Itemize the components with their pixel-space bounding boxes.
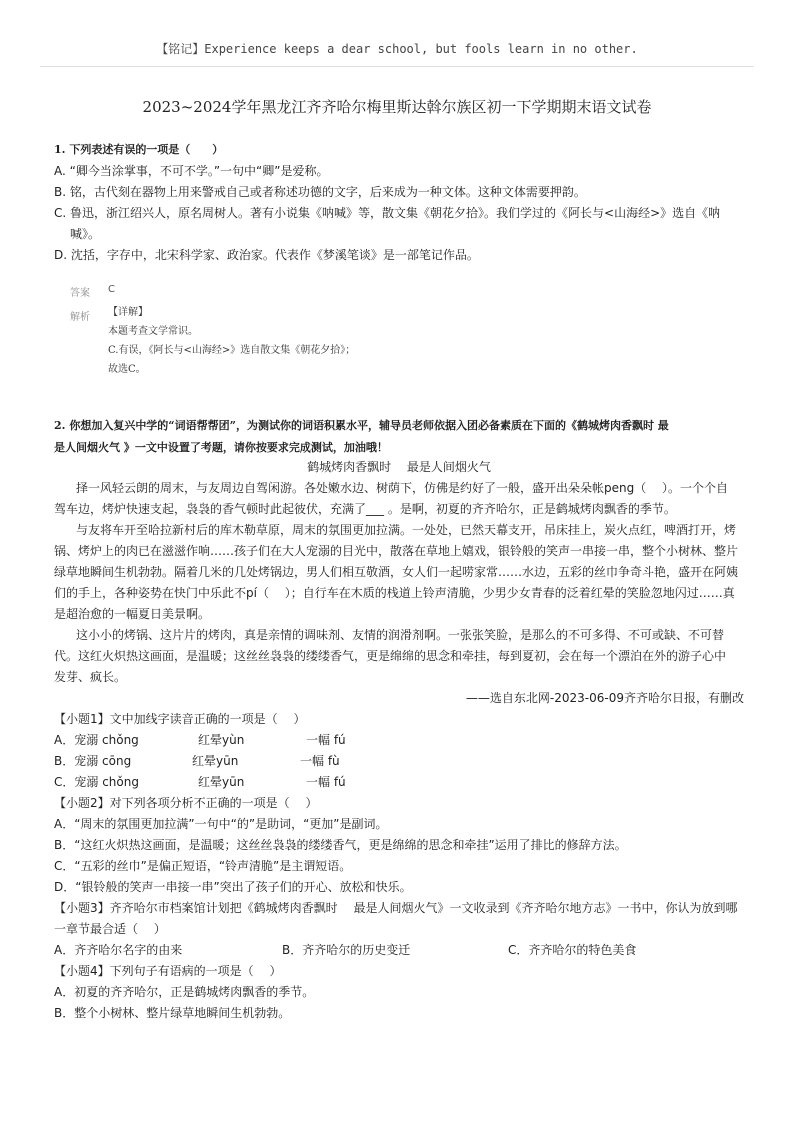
article-line: 绿草地瞬间生机勃勃。隔着几米的几处烤锅边，男人们相互敬酒，女人们一起唠家常……水边，五彩的丝巾争奇斗艳，盛开在阿姨 [54,565,739,579]
sub2-option-d: D．“银铃般的笑声一串接一串”突出了孩子们的开心、放松和快乐。 [54,880,412,894]
explain-line: 故选C。 [108,364,146,375]
sub4-option-b: B．整个小树林、整片绿草地瞬间生机勃勃。 [54,1006,291,1020]
article-line: 锅、烤炉上的肉已在滋滋作响……孩子们在大人宠溺的目光中，散落在草地上嬉戏，银铃般的笑声一串接一串，整个小树林、整片 [54,544,739,558]
sub1-stem: 【小题1】文中加线字读音正确的一项是（ ） [54,712,306,726]
sub2-option-c: C．“五彩的丝巾”是偏正短语，“铃声清脆”是主谓短语。 [54,859,352,873]
article-line: 这小小的烤锅、这片片的烤肉，真是亲情的调味剂、友情的润滑剂啊。一张张笑脸，是那么的不可多得、不可或缺、不可替 [76,628,725,642]
sub1-option-a-2: 红晕yùn [198,733,245,747]
sub2-stem: 【小题2】对下列各项分析不正确的一项是（ ） [54,796,318,810]
explain-line: 本题考查文学常识。 [108,326,198,337]
article-title: 鹤城烤肉香飘时 最是人间烟火气 [307,460,491,474]
sub2-option-a: A．“周末的氛围更加拉满”一句中“的”是助词，“更加”是副词。 [54,817,388,831]
sub1-option-a-1: A．宠溺 chǒng [54,733,139,747]
q2-stem-line1: 2. 你想加入复兴中学的“词语帮帮团”，为测试你的词语积累水平，辅导员老师依据入团必备素质在下面的《鹤城烤肉香飘时 最 [54,419,669,432]
q1-option-b: B. 铭，古代刻在器物上用来警戒自己或者称述功德的文字，后来成为一种文体。这种文体需要押韵。 [54,185,586,199]
sub1-option-b-1: B．宠溺 cōng [54,754,132,768]
article-line: 们的手上，各种姿势在快门中乐此不pí（ ）；自行车在木质的栈道上铃声清脆，少男少女青春的泛着红晕的笑脸忽地闪过……真 [54,586,735,600]
article-line: 驾车边，烤炉快速支起，袅袅的香气顿时此起彼伏，充满了___ 。是啊，初夏的齐齐哈尔，正是鹤城烤肉飘香的季节。 [54,502,676,516]
article-line: 择一风轻云朗的周末，与友周边自驾闲游。各处嫩水边、树荫下，仿佛是约好了一般，盛开出朵朵帐peng（ ）。一个个自 [76,481,729,495]
article-line: 发芽、疯长。 [54,670,127,684]
answer-value: C [108,284,115,295]
sub3-option-a: A．齐齐哈尔名字的由来 [54,943,183,957]
article-line: 是超治愈的一幅夏日美景啊。 [54,607,211,621]
q2-stem-line2: 是人间烟火气 》一文中设置了考题，请你按要求完成测试，加油哦！ [54,441,388,454]
article-source: ——选自东北网-2023-06-09齐齐哈尔日报，有删改 [465,691,744,705]
sub1-option-b-2: 红晕yūn [192,754,239,768]
answer-label: 答案 [70,288,90,299]
sub2-option-b: B．“这红火炽热这画面，是温暖；这丝丝袅袅的缕缕香气，更是绵绵的思念和牵挂”运用了排比的修辞方法。 [54,838,627,852]
motto-header: 【铭记】Experience keeps a dear school, but fools learn in no other. [156,42,638,56]
explain-line: C.有误，《阿长与<山海经>》选自散文集《朝花夕拾》； [108,345,356,356]
sub1-option-b-3: 一幅 fù [300,754,340,768]
article-line: 代。这红火炽热这画面，是温暖；这丝丝袅袅的缕缕香气，更是绵绵的思念和牵挂，每到夏初，会在每一个漂泊在外的游子心中 [54,649,727,663]
q1-option-d: D. 沈括，字存中，北宋科学家、政治家。代表作《梦溪笔谈》是一部笔记作品。 [54,248,479,262]
sub3-option-b: B．齐齐哈尔的历史变迁 [282,943,411,957]
sub4-stem: 【小题4】下列句子有语病的一项是（ ） [54,964,282,978]
sub1-option-c-2: 红晕yūn [198,775,245,789]
q1-option-c-cont: 喊》。 [70,227,101,241]
sub3-stem-line2: 一章节最合适（ ） [54,922,166,936]
q1-option-c: C. 鲁迅，浙江绍兴人，原名周树人。著有小说集《呐喊》等，散文集《朝花夕拾》。我们学过的《阿长与<山海经>》选自《呐 [54,206,721,220]
sub1-option-a-3: 一幅 fú [306,733,346,747]
exam-title: 2023~2024学年黑龙江齐齐哈尔梅里斯达斡尔族区初一下学期期末语文试卷 [142,98,652,116]
sub1-option-c-1: C．宠溺 chǒng [54,775,139,789]
q1-option-a: A. “卿今当涂掌事，不可不学。”一句中“卿”是爱称。 [54,164,329,178]
explain-label: 解析 [70,312,90,323]
explain-line: 【详解】 [108,307,148,318]
article-line: 与友将车开至哈拉新村后的库木勒草原，周末的氛围更加拉满。一处处，已然天幕支开，吊床挂上，炭火点红，啤酒打开，烤 [76,523,737,537]
sub1-option-c-3: 一幅 fú [306,775,346,789]
header-divider [40,66,754,67]
sub3-option-c: C．齐齐哈尔的特色美食 [508,943,637,957]
sub4-option-a: A．初夏的齐齐哈尔，正是鹤城烤肉飘香的季节。 [54,985,315,999]
sub3-stem-line1: 【小题3】齐齐哈尔市档案馆计划把《鹤城烤肉香飘时 最是人间烟火气》一文收录到《齐齐哈尔地方志》一书中，你认为放到哪 [54,901,738,915]
q1-stem: 1. 下列表述有误的一项是（ ） [54,143,224,156]
